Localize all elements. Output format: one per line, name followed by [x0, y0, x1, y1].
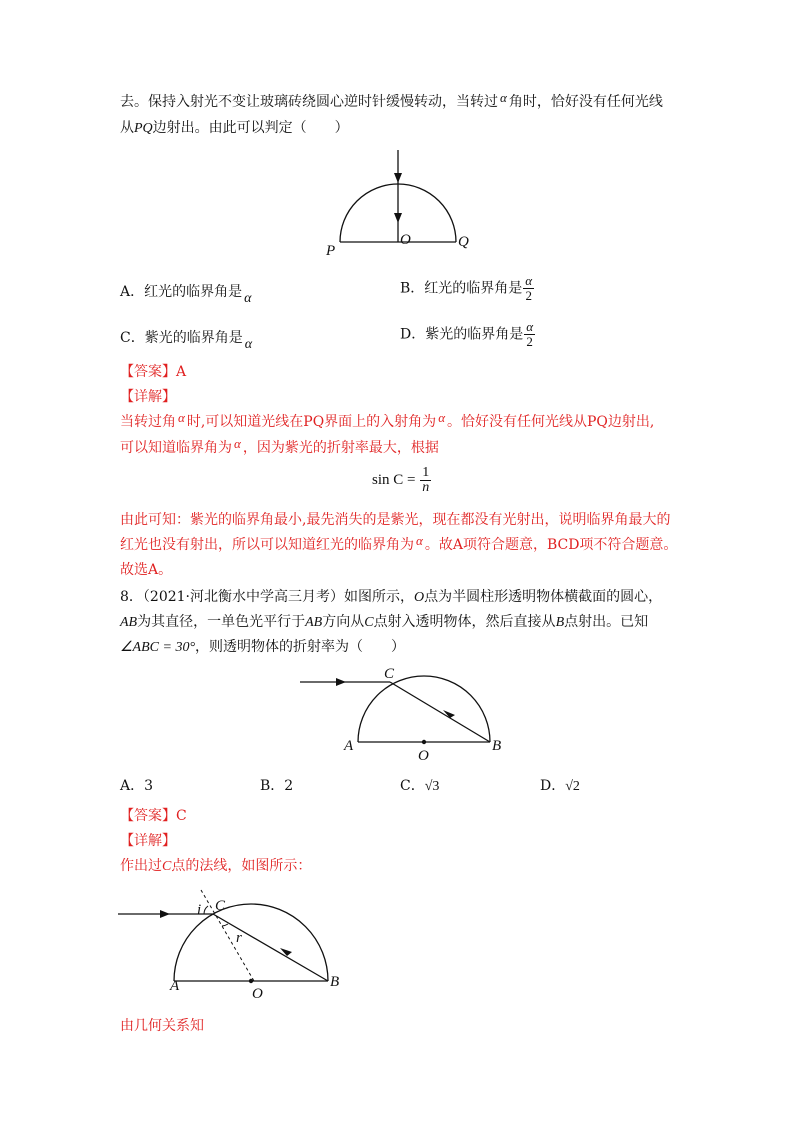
- q8-option-b: B．2: [260, 778, 294, 794]
- exp-text: 。恰好没有任何光线从PQ边射出,: [447, 414, 655, 430]
- exp-text: 。故A项符合题意，BCD项不符合题意。: [424, 537, 678, 553]
- refracted-ray: [390, 682, 490, 742]
- angle-abc: ∠ABC = 30°: [120, 640, 196, 655]
- q7-option-c: [120, 328, 253, 352]
- c-point: C: [162, 859, 172, 874]
- angle-r-arc: [222, 924, 228, 926]
- alpha-symbol: α: [416, 533, 423, 548]
- q7-detail-label: 【详解】: [120, 389, 176, 405]
- arrow-head-icon: [394, 173, 402, 183]
- ab-segment: AB: [305, 615, 323, 630]
- q8-stem-line1: [120, 587, 662, 608]
- q8-option-c: [400, 776, 439, 797]
- sqrt-value: √3: [424, 779, 440, 794]
- fraction-denominator: 2: [526, 334, 533, 349]
- o-point: O: [414, 590, 425, 605]
- option-text: C．: [400, 778, 425, 794]
- q8-stem-line3: [120, 637, 405, 658]
- label-o: O: [252, 986, 263, 1000]
- label-p: P: [326, 243, 336, 259]
- alpha-symbol: α: [244, 337, 253, 352]
- fraction-numerator: α: [526, 319, 534, 334]
- label-i: i: [197, 902, 202, 918]
- q8-answer: 【答案】C: [120, 808, 187, 824]
- q7-answer: 【答案】A: [120, 364, 187, 380]
- q8-option-a: A．3: [120, 778, 154, 794]
- q8-option-d: [540, 776, 580, 797]
- center-dot: [422, 740, 426, 744]
- q7-stem-line1: [120, 92, 663, 112]
- q8-stem-text: ，则透明物体的折射率为（ ）: [195, 639, 406, 655]
- option-text: D．: [540, 778, 566, 794]
- ab-segment: AB: [120, 615, 138, 630]
- q8-semicircle-figure: [300, 664, 520, 764]
- q7-stem-text: 边射出。由此可以判定（ ）: [152, 120, 349, 136]
- q8-stem-text: 点射入透明物体，然后直接从: [373, 614, 556, 630]
- q8-stem-line2: [120, 612, 648, 633]
- q8-stem-text: 方向从: [322, 614, 365, 630]
- arrow-head-icon: [336, 678, 346, 686]
- exp-text: 可以知道临界角为: [120, 440, 232, 456]
- b-point: B: [555, 615, 565, 630]
- q8-explanation-line1: [120, 856, 311, 877]
- option-text: D．紫光的临界角是: [400, 326, 524, 343]
- exp-text: 时,可以知道光线在PQ界面上的入射角为: [186, 414, 437, 430]
- q7-stem-text: 从: [120, 120, 134, 136]
- alpha-symbol: α: [234, 436, 241, 451]
- arrow-head-icon: [394, 213, 402, 223]
- q8-stem-text: 8．（2021·河北衡水中学高三月考）如图所示，: [120, 589, 414, 605]
- alpha-symbol: α: [178, 410, 185, 425]
- formula-lhs: sin C =: [372, 471, 416, 488]
- q8-stem-text: 为其直径，一单色光平行于: [137, 614, 306, 630]
- q7-stem-text: 角时，恰好没有任何光线: [508, 94, 663, 110]
- pq-label: PQ: [134, 121, 153, 136]
- label-q: Q: [458, 234, 469, 250]
- q7-explanation-line3: 由此可知：紫光的临界角最小,最先消失的是紫光，现在都没有光射出，说明临界角最大的: [120, 512, 671, 528]
- angle-i-arc: [204, 906, 208, 914]
- option-text: B．红光的临界角是: [400, 280, 523, 297]
- q8-stem-text: 点为半圆柱形透明物体横截面的圆心，: [424, 589, 663, 605]
- q8-explanation-line2: 由几何关系知: [120, 1018, 204, 1034]
- label-b: B: [330, 974, 340, 990]
- exp-text: ，因为紫光的折射率最大，根据: [242, 440, 439, 456]
- fraction-denominator: n: [422, 480, 430, 495]
- sqrt-value: √2: [565, 779, 580, 794]
- alpha-symbol: α: [500, 90, 507, 105]
- fraction-numerator: 1: [422, 465, 430, 480]
- refracted-ray: [213, 914, 328, 981]
- fraction: [524, 320, 535, 349]
- q7-explanation-line2: [120, 438, 439, 458]
- arrow-head-icon: [160, 910, 170, 918]
- q7-explanation-line4: [120, 535, 677, 555]
- exp-text: 当转过角: [120, 414, 176, 430]
- exp-text: 红光也没有射出，所以可以知道红光的临界角为: [120, 537, 414, 553]
- fraction-denominator: 2: [525, 288, 532, 303]
- label-r: r: [236, 930, 242, 946]
- q8-detail-label: 【详解】: [120, 833, 176, 849]
- q7-stem-line2: [120, 118, 349, 139]
- arrow-head-icon: [443, 710, 455, 718]
- semicircle-arc: [358, 676, 490, 742]
- alpha-symbol: α: [438, 410, 446, 425]
- exp-text: 点的法线，如图所示：: [171, 858, 312, 874]
- q8-stem-text: 点射出。已知: [564, 614, 649, 630]
- q7-explanation-line1: [120, 412, 654, 432]
- q8-normal-line-figure: [118, 880, 358, 1000]
- q7-option-b: [400, 274, 534, 303]
- label-c: C: [215, 898, 226, 914]
- label-a: A: [344, 738, 354, 754]
- label-o: O: [418, 748, 429, 764]
- exp-text: 作出过: [120, 858, 162, 874]
- formula-fraction: [420, 466, 431, 495]
- label-b: B: [492, 738, 502, 754]
- q7-option-d: [400, 320, 535, 349]
- q7-explanation-line5: 故选A。: [120, 562, 173, 578]
- critical-angle-formula: [372, 466, 431, 495]
- fraction-numerator: α: [525, 273, 533, 288]
- option-text: A．红光的临界角是: [120, 284, 243, 300]
- q7-option-a: [120, 282, 252, 306]
- q7-stem-text: 去。保持入射光不变让玻璃砖绕圆心逆时针缓慢转动，当转过: [120, 94, 498, 110]
- label-o: O: [400, 232, 411, 248]
- option-text: C．紫光的临界角是: [120, 330, 243, 346]
- label-a: A: [170, 978, 180, 994]
- fraction: [523, 274, 534, 303]
- q7-semicircle-figure: [300, 145, 500, 260]
- center-dot: [249, 979, 253, 983]
- label-c: C: [384, 666, 395, 682]
- c-point: C: [364, 615, 374, 630]
- alpha-symbol: α: [244, 291, 252, 306]
